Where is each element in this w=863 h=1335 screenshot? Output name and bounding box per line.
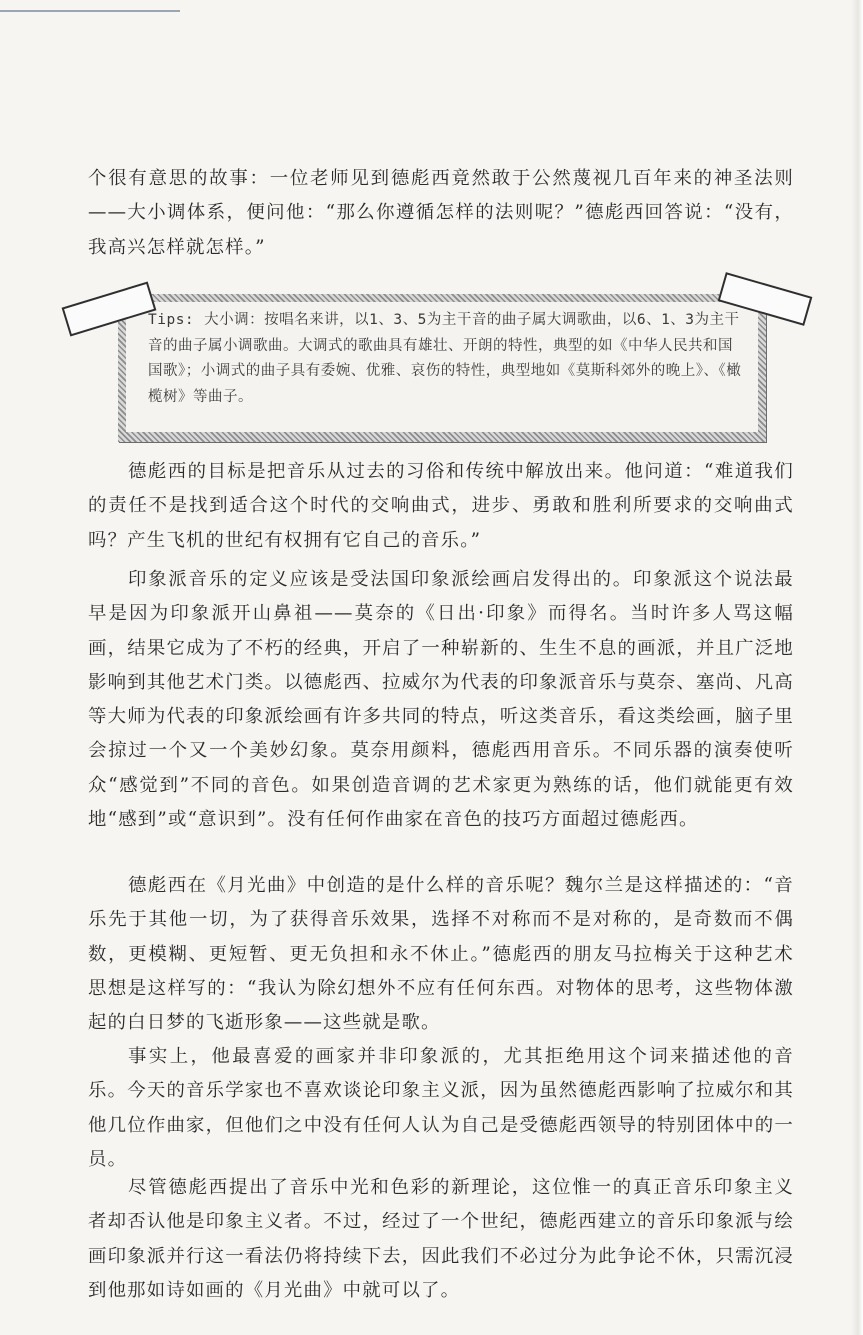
- paragraph-debussy-anecdote: 个很有意思的故事：一位老师见到德彪西竟然敢于公然蔑视几百年来的神圣法则——大小调体系，便问他：“那么你遵循怎样的法则呢？”德彪西回答说：“没有，我高兴怎样就怎样。”: [88, 168, 794, 258]
- tips-label: Tips:: [148, 312, 195, 328]
- paragraph-clair-de-lune: 德彪西在《月光曲》中创造的是什么样的音乐呢？魏尔兰是这样描述的：“音乐先于其他一切，为了获得音乐效果，选择不对称而不是对称的，是奇数而不偶数，更模糊、更短暂、更无负担和永不休止。”德彪西的朋友马拉梅关于这种艺术思想是这样写的：“我认为除幻想外不应有任何东西。对物体的思考，这些物体激起的白日梦的飞逝形象——这些就是歌。: [88, 875, 794, 1034]
- paragraph-conclusion: 尽管德彪西提出了音乐中光和色彩的新理论，这位惟一的真正音乐印象主义者却否认他是印象主义者。不过，经过了一个世纪，德彪西建立的音乐印象派与绘画印象派并行这一看法仍将持续下去，因此我们不必过分为此争论不休，只需沉浸到他那如诗如画的《月光曲》中就可以了。: [88, 1177, 794, 1301]
- tips-text: 大小调：按唱名来讲，以1、3、5为主干音的曲子属大调歌曲，以6、1、3为主干音的曲子属小调歌曲。大调式的歌曲具有雄壮、开朗的特性，典型的如《中华人民共和国国歌》；小调式的曲子具有委婉、优雅、哀伤的特性，典型地如《莫斯科郊外的晚上》、《橄榄树》等曲子。: [148, 312, 742, 405]
- paragraph-impressionism-definition: 印象派音乐的定义应该是受法国印象派绘画启发得出的。印象派这个说法最早是因为印象派开山鼻祖——莫奈的《日出·印象》而得名。当时许多人骂这幅画，结果它成为了不朽的经典，开启了一种崭新的、生生不息的画派，并且广泛地影响到其他艺术门类。以德彪西、拉威尔为代表的印象派音乐与莫奈、塞尚、凡高等大师为代表的印象派绘画有许多共同的特点，听这类音乐，看这类绘画，脑子里会掠过一个又一个美妙幻象。莫奈用颜料，德彪西用音乐。不同乐器的演奏使听众“感觉到”不同的音色。如果创造音调的艺术家更为熟练的话，他们就能更有效地“感到”或“意识到”。没有任何作曲家在音色的技巧方面超过德彪西。: [88, 569, 794, 831]
- tips-callout: [60, 280, 812, 450]
- top-edge-mark: [0, 10, 180, 12]
- tips-hatched-frame: [118, 294, 766, 442]
- tips-content: [126, 302, 758, 432]
- paragraph-favorite-painter: 事实上，他最喜爱的画家并非印象派的，尤其拒绝用这个词来描述他的音乐。今天的音乐学家也不喜欢谈论印象主义派，因为虽然德彪西影响了拉威尔和其他几位作曲家，但他们之中没有任何人认为自己是受德彪西领导的特别团体中的一员。: [88, 1046, 794, 1170]
- paragraph-debussy-goal: 德彪西的目标是把音乐从过去的习俗和传统中解放出来。他问道：“难道我们的责任不是找到适合这个时代的交响曲式，进步、勇敢和胜利所要求的交响曲式吗？产生飞机的世纪有权拥有它自己的音乐。”: [88, 461, 794, 551]
- page-edge-shadow: [851, 0, 863, 1335]
